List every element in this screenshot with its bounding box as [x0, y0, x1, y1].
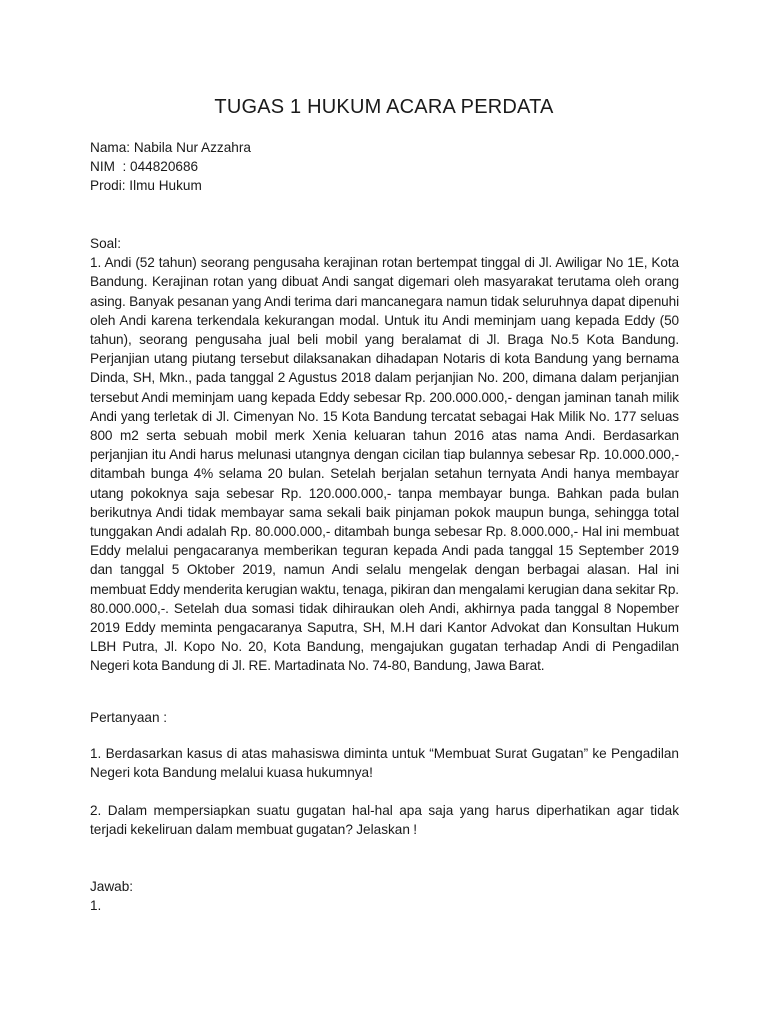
soal-label: Soal:: [90, 236, 121, 251]
student-identity: [90, 138, 679, 196]
soal-section: [90, 234, 679, 676]
question-1: 1. Berdasarkan kasus di atas mahasiswa diminta untuk “Membuat Surat Gugatan” ke Pengadilan Negeri kota Bandung melalui kuasa hukumnya!: [90, 746, 679, 781]
student-nim: NIM : 044820686: [90, 159, 199, 175]
page-title: TUGAS 1 HUKUM ACARA PERDATA: [214, 96, 554, 118]
pertanyaan-label: Pertanyaan :: [90, 710, 168, 725]
question-2: 2. Dalam mempersiapkan suatu gugatan hal-hal apa saja yang harus diperhatikan agar tidak terjadi kekeliruan dalam membuat gugatan? Jelaskan !: [90, 803, 679, 838]
jawab-label: Jawab:: [90, 879, 134, 894]
jawab-item-1: 1.: [90, 898, 102, 914]
student-prodi: Prodi: Ilmu Hukum: [90, 178, 202, 194]
soal-body: 1. Andi (52 tahun) seorang pengusaha kerajinan rotan bertempat tinggal di Jl. Awiligar No 1E, Kota Bandung. Kerajinan rotan yang dibuat Andi sangat digemari oleh masyarakat terutama oleh orang asing. Banyak pesanan yang Andi terima dari mancanegara namun tidak seluruhnya dapat dipenuhi oleh Andi karena terkendala kekurangan modal. Untuk itu Andi meminjam uang kepada Eddy (50 tahun), seorang pengusaha jual beli mobil yang beralamat di Jl. Braga No.5 Kota Bandung. Perjanjian utang piutang tersebut dilaksanakan dihadapan Notaris di kota Bandung yang bernama Dinda, SH, Mkn., pada tanggal 2 Agustus 2018 dalam perjanjian No. 200, dimana dalam perjanjian tersebut Andi meminjam uang kepada Eddy sebesar Rp. 200.000.000,- dengan jaminan tanah milik Andi yang terletak di Jl. Cimenyan No. 15 Kota Bandung tercatat sebagai Hak Milik No. 177 seluas 800 m2 serta sebuah mobil merk Xenia keluaran tahun 2016 atas nama Andi. Berdasarkan perjanjian itu Andi harus melunasi utangnya dengan cicilan tiap bulannya sebesar Rp. 10.000.000,- ditambah bunga 4% selama 20 bulan. Setelah berjalan setahun ternyata Andi hanya membayar utang pokoknya saja sebesar Rp. 120.000.000,- tanpa membayar bunga. Bahkan pada bulan berikutnya Andi tidak membayar sama sekali baik pinjaman pokok maupun bunga, sehingga total tunggakan Andi adalah Rp. 80.000.000,- ditambah bunga sebesar Rp. 8.000.000,- Hal ini membuat Eddy melalui pengacaranya memberikan teguran kepada Andi pada tanggal 15 September 2019 dan tanggal 5 Oktober 2019, namun Andi selalu mengelak dengan berbagai alasan. Hal ini membuat Eddy menderita kerugian waktu, tenaga, pikiran dan mengalami kerugian dana sekitar Rp. 80.000.000,-. Setelah dua somasi tidak dihiraukan oleh Andi, akhirnya pada tanggal 8 Nopember 2019 Eddy meminta pengacaranya Saputra, SH, M.H dari Kantor Advokat dan Konsultan Hukum LBH Putra, Jl. Kopo No. 20, Kota Bandung, mengajukan gugatan terhadap Andi di Pengadilan Negeri kota Bandung di Jl. RE. Martadinata No. 74-80, Bandung, Jawa Barat.: [90, 255, 679, 674]
student-name: Nama: Nabila Nur Azzahra: [90, 140, 251, 155]
jawab-section: [90, 877, 679, 915]
